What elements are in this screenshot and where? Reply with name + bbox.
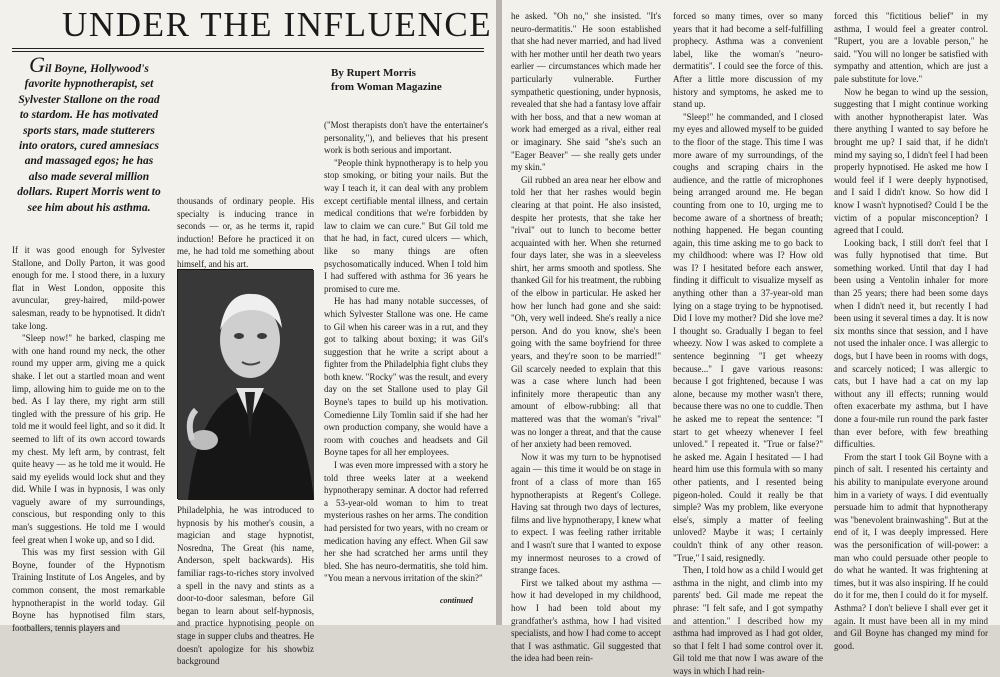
paragraph: If it was good enough for Sylvester Stallone, and Dolly Parton, it was good enough for me. I stood there, in a luxury flat in West London, opposite this avuncular, grey-haired, mild-power salesman, ready to be hypnotised. It didn't take long. <box>12 245 165 331</box>
article-intro <box>14 52 164 216</box>
byline <box>331 66 491 94</box>
intro-dropcap: G <box>29 52 46 77</box>
right-column-2 <box>673 10 823 677</box>
intro-text: il Boyne, Hollywood's favorite hypnotherapist, set Sylvester Stallone on the road to stardom. He has motivated sports stars, made stutterers into orators, cured amnesiacs and massaged egos; he has also made several million dollars. Rupert Morris went to see him about his asthma. <box>17 63 161 214</box>
paragraph: From the start I took Gil Boyne with a pinch of salt. I resented his certainty and his ability to manipulate everyone around him in a variety of ways. I did eventually persuade him to admit that hypnotherapy was "benevolent brainwashing". But at the end of it, I was deeply impressed. Here was the personification of will-power: a man who could persuade other people to do what he wanted. It was frightening at times, but it was also inspiring. If he could do it for me, then I could do it for myself. Asthma? I don't believe I shall ever get it again. It must have been all in my mind and Gil Boyne has changed my mind for good. <box>834 451 988 651</box>
byline-source: from Woman Magazine <box>331 81 442 93</box>
title-rule-top <box>12 48 484 49</box>
paragraph: First we talked about my asthma — how it had developed in my childhood, how I had been told about my grandfather's asthma, how I had visited specialists, and how I had come to accept that I was asthmatic. Gil suggested that the idea had been rein- <box>511 577 661 664</box>
byline-author: By Rupert Morris <box>331 67 416 79</box>
continued-label: continued <box>440 596 473 605</box>
title-rule-bottom <box>12 51 484 52</box>
paragraph: Gil rubbed an area near her elbow and told her that her rashes would begin clearing at that point. He also insisted, despite her protests, that she take her "rival" out to lunch to become better acquainted with her. When she returned four days later, she was in a sleeveless shirt, her arms smooth and spotless. She thanked Gil for his treatment, the rubbing of the elbow in particular. He asked her how her lunch had gone and she said: "Oh, very well indeed. She's really a nice person. And do you know, she's been going with the same boyfriend for three years, and they're soon to be married!" Gil scarcely needed to explain that this was a case where lunch had been infinitely more therapeutic than any amount of elbow-rubbing: all that mattered was that the woman's "rival" was no longer a threat, and that the cause of her anxiety had been removed. <box>511 174 661 450</box>
paragraph: ("Most therapists don't have the entertainer's personality,"), and believes that his present work is both serious and important. <box>324 120 488 156</box>
paragraph: he asked. "Oh no," she insisted. "It's neuro-dermatitis." He soon established that she had never married, and had lived with her mother until her death two years earlier — circumstances which made her particularly vulnerable. Further sympathetic questioning, under hypnosis, revealed that she had a fantasy love affair with her boss, and that a new woman at work had emerged as a rival, either real or imaginary. She said "she's such an "Eager Beaver" — she really gets under my skin." <box>511 11 661 173</box>
left-column-2-bottom <box>177 504 314 668</box>
portrait-photo-image <box>178 270 314 500</box>
gil-boyne-portrait-photo <box>177 269 313 499</box>
paragraph: Then, I told how as a child I would get asthma in the night, and climb into my parents' bed. Gil made me repeat the phrase: "I felt safe, and I got sympathy and attention." I described how my asthma had improved as I had got older, so that I felt I had some control over it. Gil told me that now I was aware of the ways in which I had rein- <box>673 565 823 676</box>
paragraph: "Sleep now!" he barked, clasping me with one hand round my neck, the other round my upper arm, giving me a quick shake. I let out a startled moan and went limp, allowing him to guide me on to the bed. As I lay there, my right arm still tingled with the pressure of his grip. He told me it would feel light, and so it did. It seemed to lift of its own accord towards my chest. My left arm, by contrast, felt quite heavy — as he told me it would. He said my eyelids would lock shut and they did. While I was in hypnosis, I was only vaguely aware of my surroundings, conscious, but responding only to this man's suggestions. He told me I would feel great when I woke up, and so I did. <box>12 333 165 545</box>
paragraph: I was even more impressed with a story he told three weeks later at a weekend hypnotherapy seminar. A doctor had referred a 53-year-old woman to him to treat mysterious rashes on her arms. The condition had persisted for two years, with no cream or medication having any effect. When Gil saw her she had scratched her arms until they bled. She has neuro-dermatitis, she told him. "You mean a nervous irritation of the skin?" <box>324 460 488 584</box>
left-page <box>0 0 496 667</box>
paragraph: Looking back, I still don't feel that I was fully hypnotised that time. But something worked. Until that day I had been using a Ventolin inhaler for more than 25 years; there had been some days when I didn't need it, but recently I had been using it several times a day. It is now six months since that session, and I have not used the inhaler once. I was allergic to dogs, but I have been in rooms with dogs, and scarcely noticed; I was allergic to cats, but I have had a cat on my lap without any ill effects; running would often exacerbate my asthma, but I have done a four-mile run round the park faster than ever before, with few breathing difficulties. <box>834 237 988 450</box>
paragraph: Now he began to wind up the session, suggesting that I might continue working with another hypnotherapist later. Was there anything I wanted to say before he brought me up? I said that, if he didn't mind my saying so, I didn't feel I had been properly hypnotised. He asked me how I would feel if I were deeply hypnotised, and I said I didn't know. So how did I know I wasn't hypnotised? Could I be the victim of a popular misconception? I agreed that I could. <box>834 86 988 236</box>
paragraph: thousands of ordinary people. His specialty is inducing trance in seconds — or, as he terms it, rapid induction! Before he practiced it on me, he had told me something about himself, and his art. <box>177 196 314 269</box>
left-column-3 <box>324 119 488 585</box>
paragraph: He has had many notable successes, of which Sylvester Stallone was one. He came to Gil when his career was in a rut, and they got to talking about boxing; it was Gil's suggestion that he write a script about a fighter from the Philadelphia fight clubs they both knew. "Rocky" was the result, and every day on the set Stallone used to play Gil Boyne's tapes to build up his motivation. Comedienne Lily Tomlin said if she had her own production company, she would have a room with couches and headsets and Gil Boyne tapes for all her employees. <box>324 296 488 458</box>
paragraph: "Sleep!" he commanded, and I closed my eyes and allowed myself to be guided to the floor of the stage. This time I was more aware of my surroundings, of the coughs and scraping chairs in the audience, and the rattle of microphones being arranged around me. He began counting from one to 10, urging me to become aware of a shortness of breath; nothing happened. He began counting again, this time asking me to go back to my childhood: where was I? How old was I? I hesitated before each answer, finding it difficult to visualize myself as anything other than a 37-year-old man lying on a stage trying to be hypnotised. Did I love my mother? Did she love me? I thought so. Gradually I began to feel wheezy. Now I was asked to complete a sentence beginning "I get wheezy because..." I gave various reasons: because I got frightened, because I was alone, because my mother wasn't there, because there was no one to cuddle. Then he asked me to repeat the sentence: "I start to get wheezy whenever I feel unloved." I repeated it. "True or false?" he asked me. Again I hesitated — I had heard him use this formula with so many other patients, and I resented being pigeon-holed. Could it really be that simple? Was my problem, like everyone else's, simply a matter of feeling unloved? Maybe it was; I certainly couldn't think of any other reason. "True," I said, resignedly. <box>673 111 823 563</box>
paragraph: forced this "fictitious belief" in my asthma, I would feel a greater control. "Rupert, you are a lovable person," he said. "You will no longer be satisfied with sympathy and attention, which are just a pale substitute for love." <box>834 11 988 84</box>
right-column-1 <box>511 10 661 665</box>
paragraph: Now it was my turn to be hypnotised again — this time it would be on stage in front of a class of more than 165 hypnotherapists at Regent's College. Having sat through two days of lectures, films and live hypnotherapy, I knew what to expect. I was feeling rather irritable and I wasn't sure that I wanted to expose my innermost neuroses to a crowd of strange faces. <box>511 451 661 576</box>
article-title: UNDER THE INFLUENCE <box>62 5 493 44</box>
paragraph: "People think hypnotherapy is to help you stop smoking, or biting your nails. But the way I teach it, it can deal with any problem except certifiable mental illness, and certain medical conditions that we're forbidden by law to claim we can cure." But Gil told me that he had, in fact, cured ulcers — which, like so many things are often psychosomatically induced. When I told him I had suffered with asthma for 36 years he promised to cure me. <box>324 157 488 294</box>
right-column-3 <box>834 10 988 652</box>
left-column-1 <box>12 244 165 634</box>
paragraph: This was my first session with Gil Boyne, founder of the Hypnotism Training Institute of Los Angeles, and by common consent, the most remarkable hypnotherapist in the world today. Gil Boyne has hypnotised film stars, footballers, tennis players and <box>12 547 165 633</box>
paragraph: Philadelphia, he was introduced to hypnosis by his mother's cousin, a magician and stage hypnotist, Nosredna, The Great (his name, Anderson, spelt backwards). His familiar rags-to-riches story involved a spell in the navy and stints as a door-to-door salesman, before Gil began to learn about self-hypnosis, and practice hypnotising people on stage in supper clubs and theatres. He doesn't apologize for his showbiz background <box>177 505 314 667</box>
paragraph: forced so many times, over so many years that it had become a self-fulfilling prophecy. Asthma was a convenient label, like the woman's "neuro-dermatitis". I could see the force of this. After a little more discussion of my history and symptoms, he asked me to stand up. <box>673 11 823 110</box>
right-page <box>502 0 1000 676</box>
